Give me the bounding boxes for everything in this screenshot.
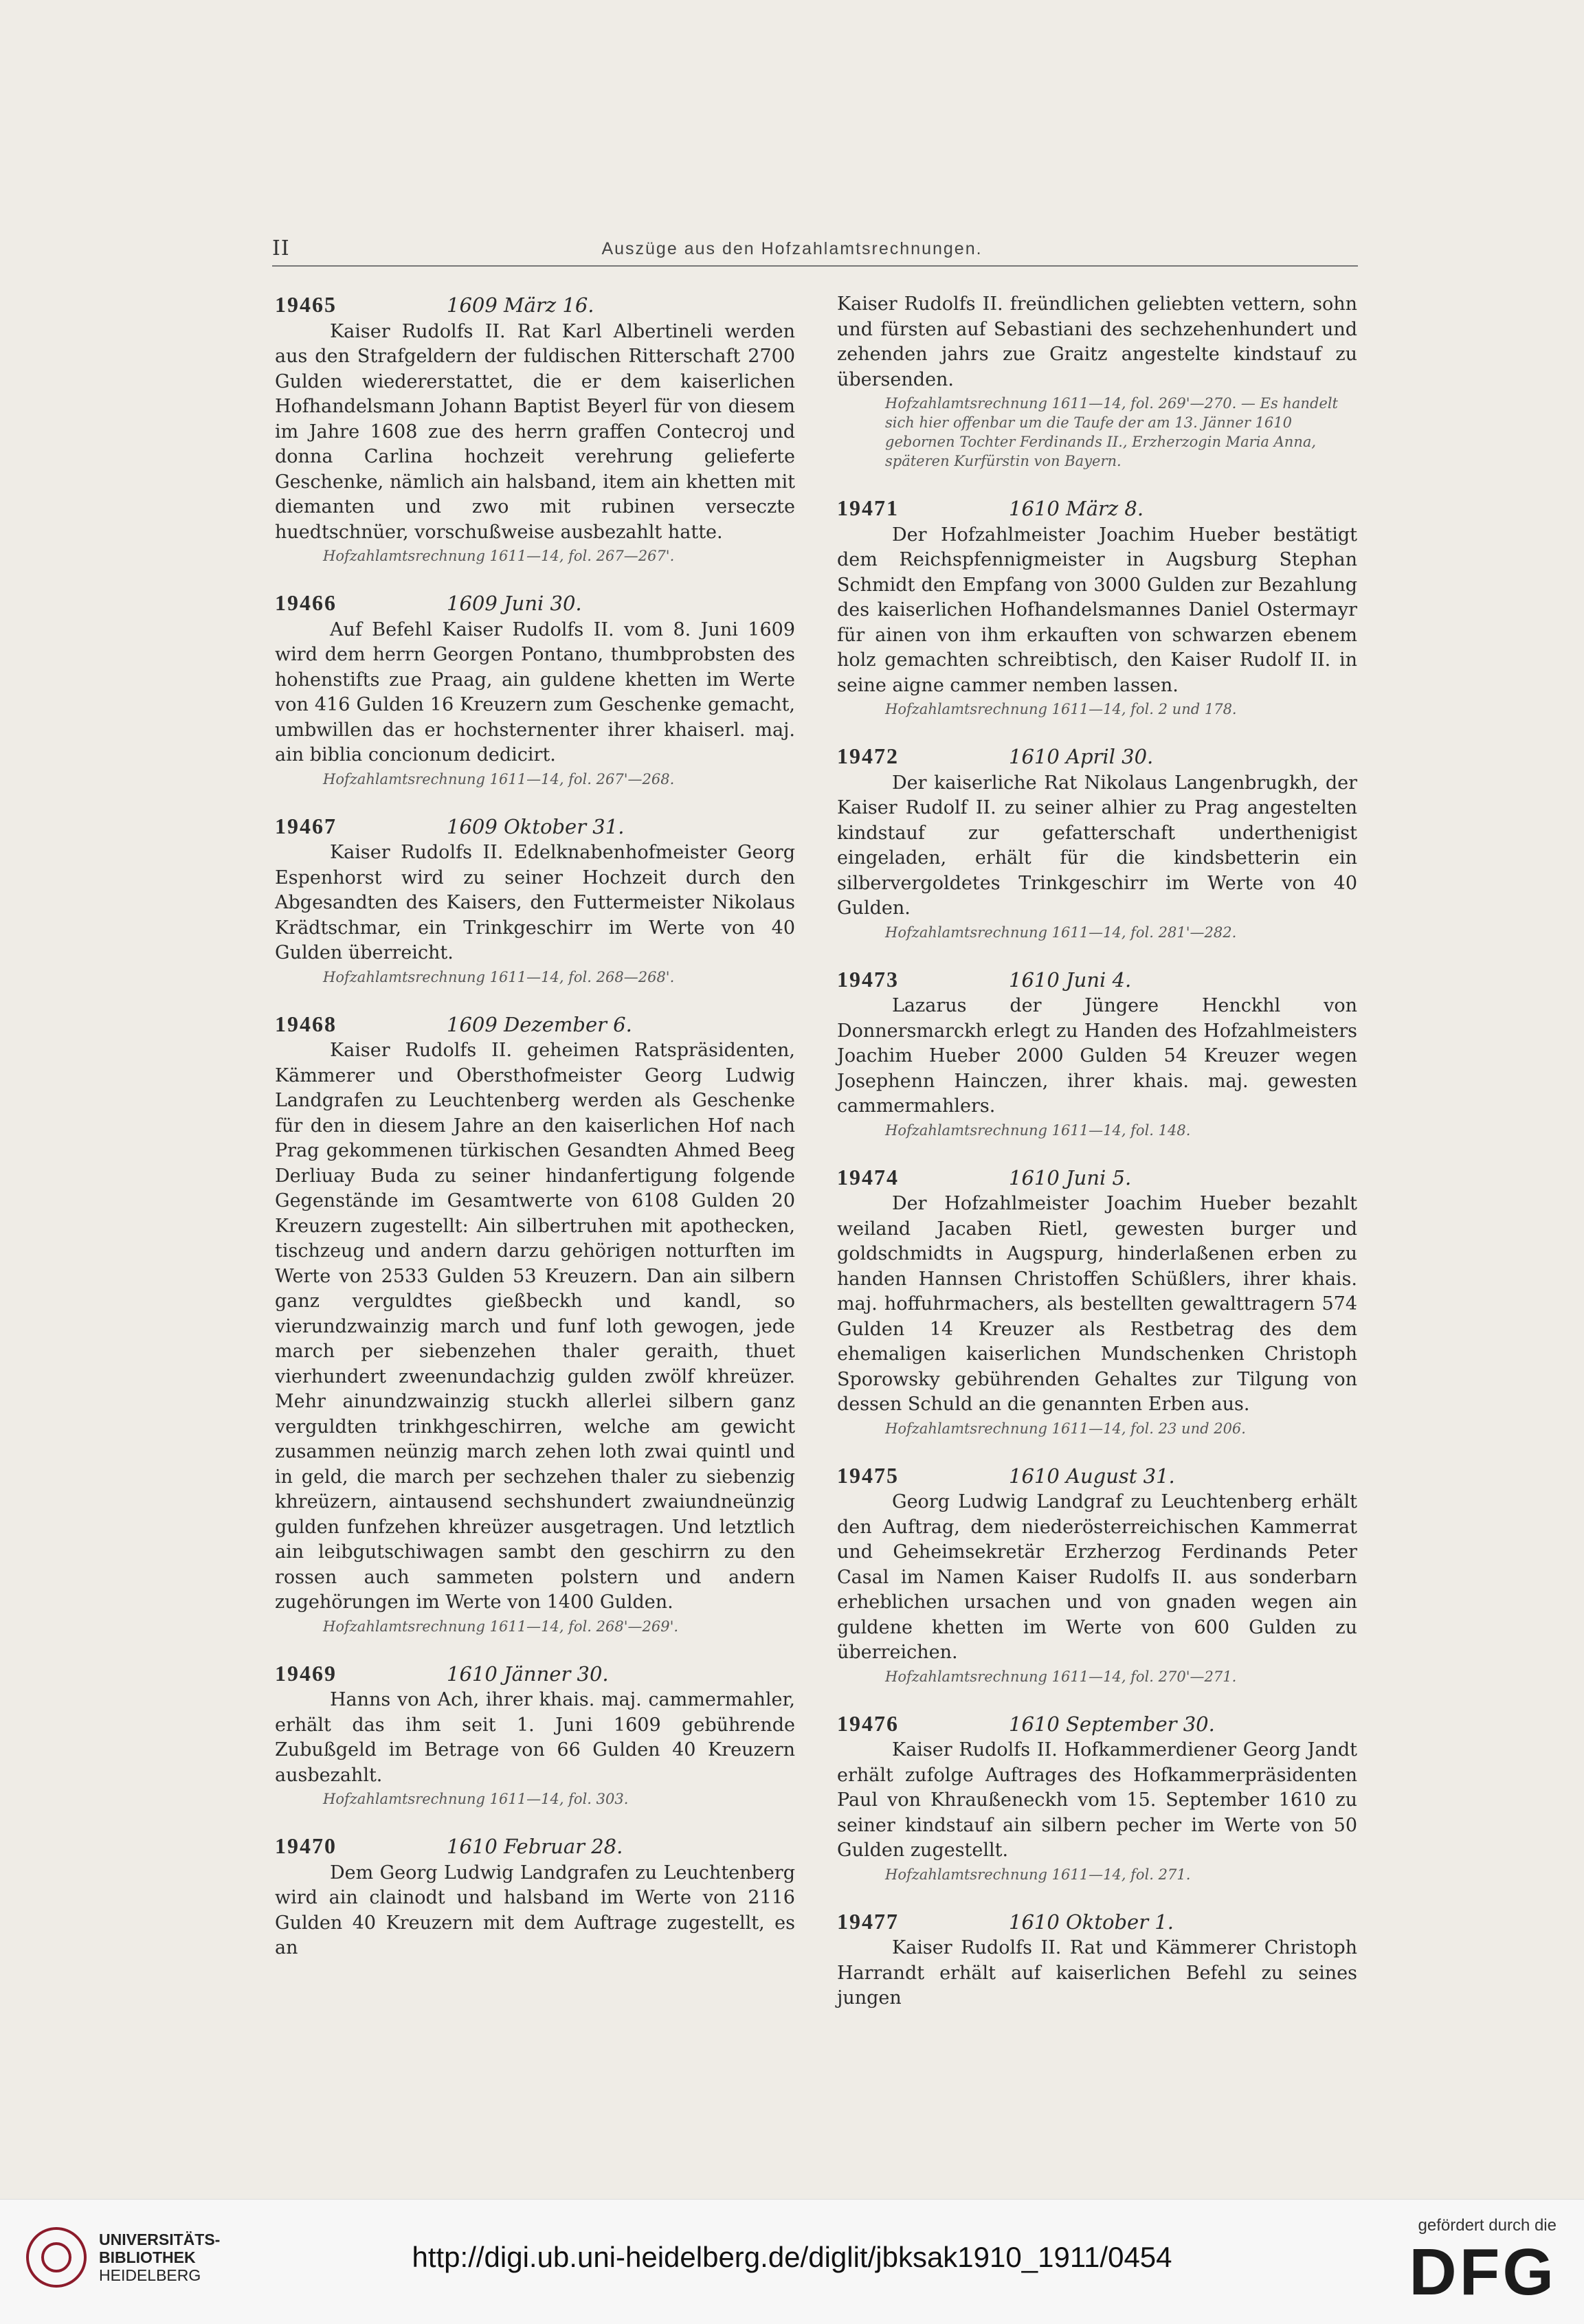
entry-number: 19473 (837, 966, 899, 992)
entry (275, 814, 795, 987)
entry-date: 1610 August 31. (1009, 1464, 1175, 1488)
library-name: UNIVERSITÄTS- BIBLIOTHEK HEIDELBERG (99, 2231, 221, 2284)
entry (837, 744, 1357, 942)
entry (837, 495, 1357, 719)
entry (837, 1463, 1357, 1686)
entry-source: Hofzahlamtsrechnung 1611—14, fol. 267'—268. (323, 770, 675, 787)
entry-head (275, 590, 795, 616)
dfg-wordmark: DFG (1409, 2235, 1557, 2309)
entry-number: 19469 (275, 1660, 337, 1686)
entry-head (837, 1909, 1357, 1935)
entry-date: 1609 März 16. (447, 293, 594, 317)
entry (275, 590, 795, 789)
entry-text: Kaiser Rudolfs II. Edelknabenhofmeister Georg Espenhorst wird zu seiner Hochzeit durch den Abgesandten des Kaisers, den Futtermeister Nikolaus Krädtschmar, ein Trinkgeschirr im Werte von 40 Gulden überreicht. (275, 842, 795, 963)
entry-text: Lazarus der Jüngere Henckhl von Donnersmarckh erlegt zu Handen des Hofzahlmeisters Joachim Hueber 2000 Gulden 54 Kreuzer wegen Josephenn Hainczen, ihrer khais. maj. gewesten cammermahlers. (837, 995, 1357, 1117)
entry-continued (837, 292, 1357, 471)
entry-head (837, 967, 1357, 993)
entry-head (275, 292, 795, 318)
entry-text: Dem Georg Ludwig Landgrafen zu Leuchtenberg wird ain clainodt und halsband im Werte von 2116 Gulden 40 Kreuzern mit dem Auftrage zugestellt, es an (275, 1862, 795, 1958)
entry-date: 1610 Juni 4. (1009, 968, 1132, 992)
entry-date: 1610 September 30. (1009, 1712, 1215, 1736)
entry-head (837, 744, 1357, 770)
entry-number: 19466 (275, 590, 337, 615)
funding-note: gefördert durch die (1418, 2216, 1557, 2235)
entry-date: 1610 Jänner 30. (447, 1662, 609, 1686)
page-number: II (272, 236, 290, 260)
entry-text: Der kaiserliche Rat Nikolaus Langenbrugkh, der Kaiser Rudolf II. zu seiner alhier zu Prag angestelten kindstauf zur gefatterschaft underthenigist eingeladen, erhält für die kindsbetterin ein silbervergoldetes Trinkgeschirr im Werte von 40 Gulden. (837, 772, 1357, 919)
entry (275, 1833, 795, 1961)
entry-head (837, 1463, 1357, 1489)
entry-number: 19474 (837, 1164, 899, 1189)
entry-source: Hofzahlamtsrechnung 1611—14, fol. 2 und 178. (885, 701, 1237, 717)
entry-source: Hofzahlamtsrechnung 1611—14, fol. 281'—282. (885, 924, 1237, 941)
entry-source: Hofzahlamtsrechnung 1611—14, fol. 270'—271. (885, 1668, 1237, 1685)
entry-number: 19470 (275, 1833, 337, 1858)
entry-number: 19476 (837, 1710, 899, 1736)
entry-date: 1609 Oktober 31. (447, 814, 625, 838)
entry-head (837, 1165, 1357, 1191)
entry-text: Der Hofzahlmeister Joachim Hueber bestätigt dem Reichspfennigmeister in Augsburg Stephan Schmidt den Empfang von 3000 Gulden zur Bezahlung des kaiserlichen Hofhandelsmannes Daniel Ostermayr für ainen von ihm erkauften von schwarzen ebenem holz gemachten schreibtisch, den Kaiser Rudolf II. in seine aigne cammer nemben lassen. (837, 524, 1357, 696)
entry-number: 19468 (275, 1011, 337, 1036)
entry-number: 19477 (837, 1908, 899, 1934)
entry (837, 967, 1357, 1140)
viewer-footer (0, 2199, 1584, 2324)
entry-source: Hofzahlamtsrechnung 1611—14, fol. 23 und 206. (885, 1420, 1246, 1437)
entry-source: Hofzahlamtsrechnung 1611—14, fol. 268'—269'. (323, 1618, 679, 1635)
right-column (837, 292, 1357, 2036)
entry-source: Hofzahlamtsrechnung 1611—14, fol. 148. (885, 1121, 1191, 1139)
entry-head (275, 1833, 795, 1859)
entry (275, 292, 795, 566)
entry-source: Hofzahlamtsrechnung 1611—14, fol. 268—268'. (323, 968, 675, 985)
entry-number: 19472 (837, 744, 899, 768)
entry (837, 1165, 1357, 1438)
entry (275, 1661, 795, 1809)
entry-date: 1609 Juni 30. (447, 592, 582, 615)
entry-source: Hofzahlamtsrechnung 1611—14, fol. 303. (323, 1791, 629, 1807)
entry-text: Kaiser Rudolfs II. Hofkammerdiener Georg Jandt erhält zufolge Auftrages des Hofkammerpräsidenten Paul von Khraußeneckh vom 15. September 1610 zu seiner kindstauf ain silbern pecher im Werte von 50 Gulden zugestellt. (837, 1739, 1357, 1861)
entry-source: Hofzahlamtsrechnung 1611—14, fol. 267—267'. (323, 548, 675, 564)
entry-text: Kaiser Rudolfs II. Rat und Kämmerer Christoph Harrandt erhält auf kaiserlichen Befehl zu seines jungen (837, 1937, 1357, 2009)
entry-head (275, 1661, 795, 1687)
entry-date: 1610 Juni 5. (1009, 1165, 1132, 1189)
entry-text: Hanns von Ach, ihrer khais. maj. cammermahler, erhält das ihm seit 1. Juni 1609 gebührende Zubußgeld im Betrage von 66 Gulden 40 Kreuzern ausbezahlt. (275, 1689, 795, 1786)
entry (837, 1909, 1357, 2011)
dfg-logo[interactable] (1378, 2216, 1557, 2309)
entry-text: Kaiser Rudolfs II. geheimen Ratspräsidenten, Kämmerer und Obersthofmeister Georg Ludwig Landgrafen zu Leuchtenberg werden als Geschenke für den in diesem Jahre an den kaiserlichen Hof nach Prag gekommenen türkischen Gesandten Ahmed Beeg Derliuay Buda zu seiner hindanfertigung folgende Gegenstände im Gesamtwerte von 6108 Gulden 20 Kreuzern zugestellt: Ain silbertruhen mit apothecken, tischzeug und andern darzu gehörigen notturften im Werte von 2533 Gulden 53 Kreuzern. Dan ain silbern ganz verguldtes gießbeckh und kandl, so vierundzwainzig march und funf loth gewogen, jede march per siebenzehen thaler geraith, thuet vierhundert zweenundachzig gulden zwölf khreüzer. Mehr ainundzwainzig stuckh allerlei silbern ganz verguldten trinkhgeschirren, welche am gewicht zusammen neünzig march zehen loth zwai quintl und in geld, die march per sechzehen thaler zu siebenzig khreüzern, aintausend sechshundert zwaiundneünzig gulden funfzehen khreüzer ausgetragen. Und letztlich ain leibgutschiwagen sambt den geschirrn zu den rossen auch sammeten polstern und andern zugehörungen im Werte von 1400 Gulden. (275, 1040, 795, 1613)
entry-date: 1610 April 30. (1009, 745, 1154, 768)
entry-head (837, 495, 1357, 522)
entry-date: 1610 Februar 28. (447, 1835, 623, 1858)
left-column (275, 292, 795, 1986)
entry-text: Auf Befehl Kaiser Rudolfs II. vom 8. Juni 1609 wird dem herrn Georgen Pontano, thumbprobsten des hohenstifts zue Praag, ain guldene khetten im Werte von 416 Gulden 16 Kreuzern zum Geschenke gemacht, umbwillen das er hochsternenter ihrer khaiserl. maj. ain biblia concionum dedicirt. (275, 618, 795, 766)
entry (837, 1711, 1357, 1884)
entry-source: Hofzahlamtsrechnung 1611—14, fol. 269'—270. — Es handelt sich hier offenbar um die Taufe der am 13. Jänner 1610 gebornen Tochter Ferdinands II., Erzherzogin Maria Anna, späteren Kurfürstin von Bayern. (885, 395, 1338, 469)
entry-number: 19467 (275, 813, 337, 838)
entry-source: Hofzahlamtsrechnung 1611—14, fol. 271. (885, 1866, 1191, 1883)
entry-text: Kaiser Rudolfs II. Rat Karl Albertineli werden aus den Strafgeldern der fuldischen Ritterschaft 2700 Gulden wiedererstattet, die er dem kaiserlichen Hofhandelsmann Johann Baptist Beyerl für von diesem im Jahre 1608 zue des herrn graffen Contecroj und donna Carlina hochzeit verehrung gelieferte Geschenke, nämlich ain halsband, item ain khetten mit diemanten und zwo mit rubinen verseczte huedtschnüer, vorschußweise ausbezahlt hatte. (275, 320, 795, 543)
entry (275, 1012, 795, 1636)
entry-text: Georg Ludwig Landgraf zu Leuchtenberg erhält den Auftrag, dem niederösterreichischen Kammerrat und Geheimsekretär Erzherzog Ferdinands Peter Casal im Namen Kaiser Rudolfs II. aus sonderbarn erheblichen ursachen und von gnaden wegen ain guldene khetten im Werte von 600 Gulden zu überreichen. (837, 1491, 1357, 1663)
entry-text: Kaiser Rudolfs II. freündlichen geliebten vettern, sohn und fürsten auf Sebastiani des sechzehenhundert und zehenden jahrs zue Graitz angestelte kindstauf zu übersenden. (837, 293, 1357, 390)
entry-number: 19465 (275, 292, 337, 317)
permalink-url[interactable]: http://digi.ub.uni-heidelberg.de/diglit/jbksak1910_1911/0454 (412, 2241, 1172, 2273)
header-rule (272, 265, 1358, 267)
entry-head (837, 1711, 1357, 1737)
entry-number: 19471 (837, 495, 899, 520)
entry-date: 1609 Dezember 6. (447, 1012, 632, 1036)
entry-head (275, 1012, 795, 1038)
entry-head (275, 814, 795, 840)
entry-date: 1610 März 8. (1009, 497, 1144, 520)
entry-date: 1610 Oktober 1. (1009, 1910, 1174, 1934)
entry-text: Der Hofzahlmeister Joachim Hueber bezahlt weiland Jacaben Rietl, gewesten burger und goldschmidts in Augspurg, hinderlaßenen erben zu handen Hannsen Christoffen Schüßlers, ihrer khais. maj. hoffuhrmachers, als bestellten gewalttragern 574 Gulden 14 Kreuzer als Restbetrag des dem ehemaligen kaiserlichen Mundschenken Christoph Sporowsky gebührenden Gehaltes zur Tilgung von dessen Schuld an die genannten Erben aus. (837, 1193, 1357, 1415)
entry-number: 19475 (837, 1462, 899, 1488)
running-head: Auszüge aus den Hofzahlamtsrechnungen. (601, 239, 983, 258)
